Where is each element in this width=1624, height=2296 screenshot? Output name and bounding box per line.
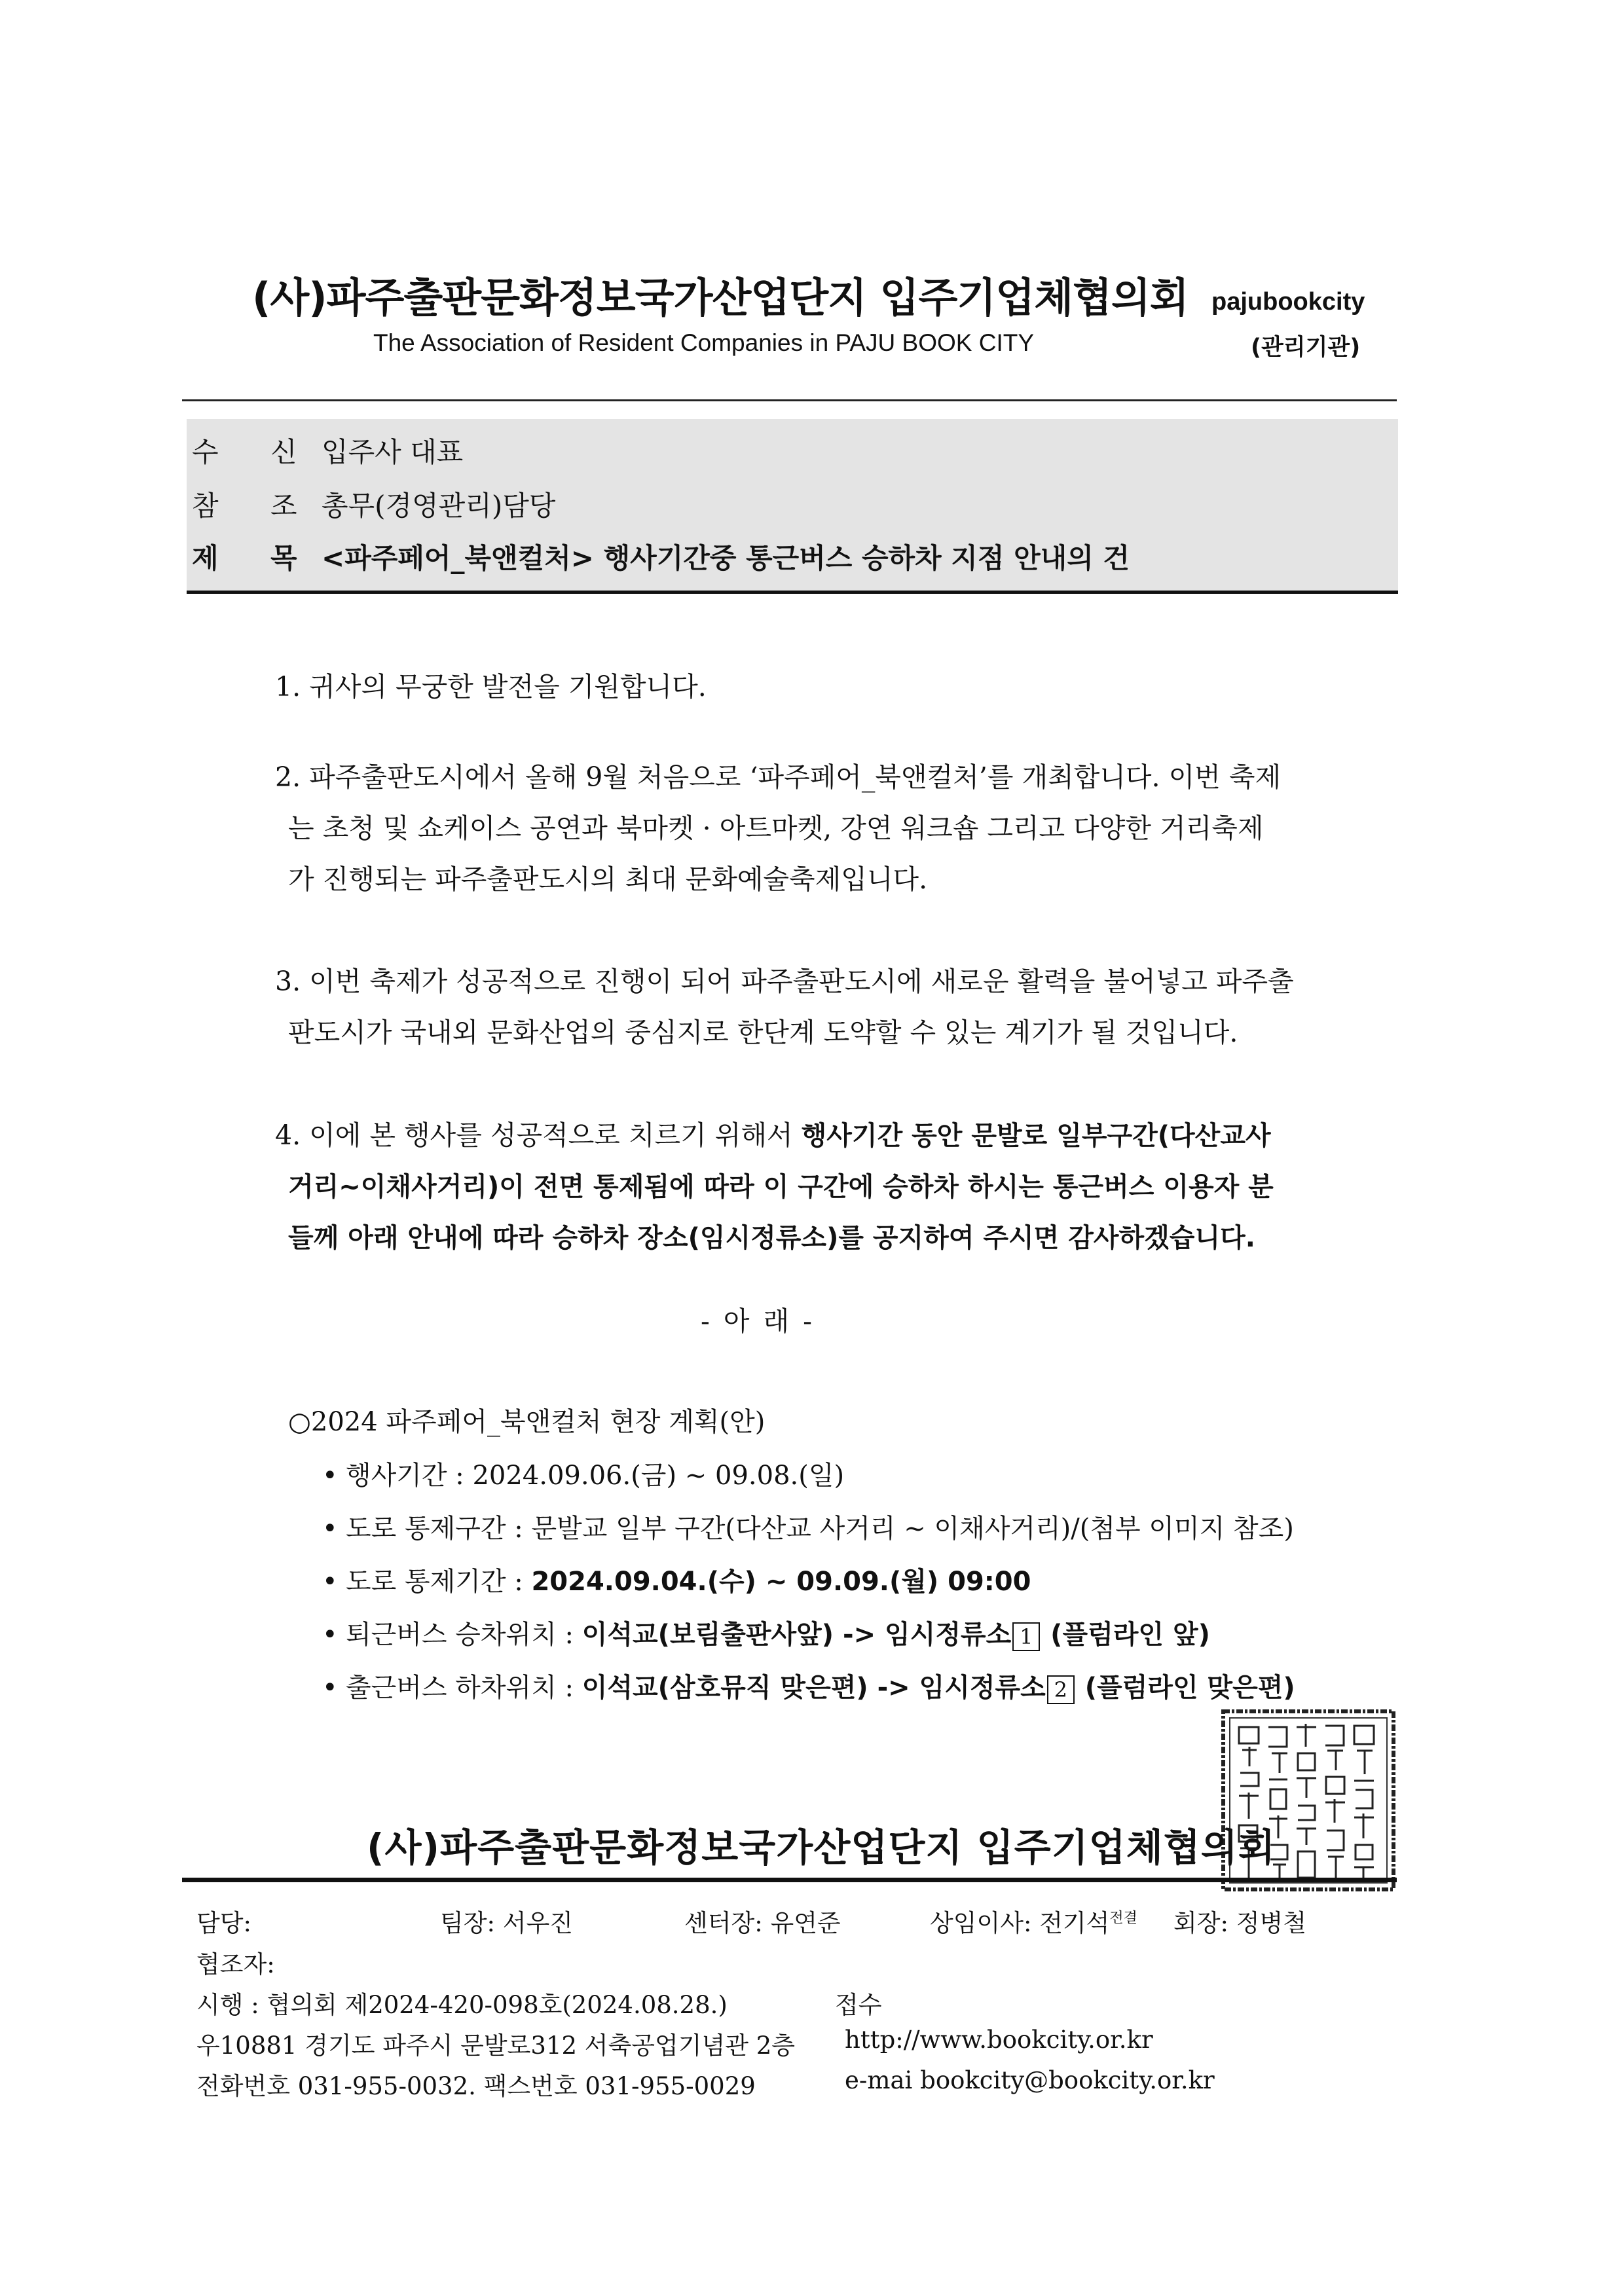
footer-team-leader: 팀장: 서우진: [440, 1909, 573, 1937]
recipient-to-key1: 수: [192, 436, 219, 468]
plan-title: ○2024 파주페어_북앤컬처 현장 계획(안): [288, 1407, 766, 1437]
recipient-ref-key2: 조: [270, 490, 297, 522]
recipient-subject-value: <파주페어_북앤컬처> 행사기간중 통근버스 승하차 지점 안내의 건: [322, 542, 1130, 574]
plan-item-period: [322, 1455, 844, 1492]
paragraph-4-line-3: [288, 1212, 1418, 1264]
plan-item-evening-bus: [322, 1614, 1210, 1651]
plan-item-evening-bus-value: 이석교(보림출판사앞) -> 임시정류소: [581, 1620, 1012, 1650]
footer-chairman: 회장: 정병철: [1173, 1909, 1306, 1937]
bottom-org-name: (사)파주출판문화정보국가산업단지 입주기업체협의회: [367, 1825, 1276, 1870]
plan-item-morning-bus-location: (플럼라인 맞은편): [1075, 1673, 1295, 1703]
paragraph-4-line-1-bold: 행사기간 동안 문발로 일부구간(다산교사: [801, 1121, 1271, 1151]
paragraph-2-line-1: 2. 파주출판도시에서 올해 9월 처음으로 ‘파주페어_북앤컬처’를 개최합니다. 이번 축제: [275, 761, 1282, 793]
bullet-icon: •: [322, 1673, 338, 1703]
paragraph-4-line-1: [275, 1110, 1418, 1161]
paragraph-3-line-1: 3. 이번 축제가 성공적으로 진행이 되어 파주출판도시에 새로운 활력을 불어넣고 파주출: [275, 966, 1294, 997]
paragraph-4-line-3-bold: 들께 아래 안내에 따라 승하차 장소(임시정류소)를 공지하여 주시면 감사하겠습니다.: [288, 1223, 1255, 1253]
footer-executive-director-mark: 전결: [1109, 1910, 1137, 1927]
footer-executive-director-name: 상임이사: 전기석: [930, 1909, 1110, 1937]
stop-number-box: 2: [1047, 1675, 1075, 1704]
footer-enforcement: 시행 : 협의회 제2024-420-098호(2024.08.28.): [196, 1991, 728, 2019]
paragraph-4-line-2-bold: 거리~이채사거리)이 전면 통제됨에 따라 이 구간에 승하차 하시는 통근버스 이용자 분: [288, 1172, 1274, 1202]
plan-item-evening-bus-label: 퇴근버스 승차위치 :: [346, 1620, 582, 1650]
brand-subtitle: (관리기관): [1251, 335, 1361, 361]
bullet-icon: •: [322, 1620, 338, 1650]
recipient-ref-value: 총무(경영관리)담당: [322, 490, 556, 522]
bullet-icon: •: [322, 1461, 338, 1491]
footer-center-director: 센터장: 유연준: [684, 1909, 841, 1937]
footer-divider: [182, 1878, 1397, 1882]
footer-website-link[interactable]: http://www.bookcity.or.kr: [845, 2026, 1153, 2054]
recipient-to-key2: 신: [270, 436, 297, 468]
org-name-ko: (사)파주출판문화정보국가산업단지 입주기업체협의회: [252, 274, 1189, 321]
plan-item-control-section: [322, 1508, 1294, 1545]
plan-item-morning-bus-label: 출근버스 하차위치 :: [346, 1673, 582, 1703]
plan-item-control-period: [322, 1561, 1031, 1598]
stop-number-box: 1: [1012, 1622, 1040, 1651]
plan-item-control-period-value: 2024.09.04.(수) ~ 09.09.(월) 09:00: [531, 1567, 1031, 1597]
footer-executive-director: [930, 1903, 1137, 1939]
recipient-subject-key2: 목: [270, 542, 297, 574]
recipient-to-value: 입주사 대표: [322, 436, 464, 468]
plan-item-morning-bus-value: 이석교(삼호뮤직 맞은편) -> 임시정류소: [581, 1673, 1046, 1703]
bullet-icon: •: [322, 1514, 338, 1544]
paragraph-3-line-2: 판도시가 국내외 문화산업의 중심지로 한단계 도약할 수 있는 계기가 될 것입니다.: [288, 1017, 1238, 1048]
bullet-icon: •: [322, 1567, 338, 1597]
paragraph-2-line-2: 는 초청 및 쇼케이스 공연과 북마켓 · 아트마켓, 강연 워크숍 그리고 다양한 거리축제: [288, 812, 1264, 844]
recipient-subject-key1: 제: [192, 542, 219, 574]
plan-item-evening-bus-location: (플럼라인 앞): [1041, 1620, 1210, 1650]
paragraph-2-line-3: 가 진행되는 파주출판도시의 최대 문화예술축제입니다.: [288, 864, 928, 895]
paragraph-4-line-1-plain: 4. 이에 본 행사를 성공적으로 치르기 위해서: [275, 1120, 802, 1151]
plan-item-control-period-label: 도로 통제기간 :: [346, 1567, 532, 1597]
footer-cooperator: 협조자:: [196, 1950, 275, 1978]
recipient-ref-key1: 참: [192, 490, 219, 522]
footer-phone-fax: 전화번호 031-955-0032. 팩스번호 031-955-0029: [196, 2072, 756, 2100]
plan-item-period-text: 행사기간 : 2024.09.06.(금) ~ 09.08.(일): [346, 1461, 845, 1491]
footer-in-charge: 담당:: [196, 1909, 251, 1937]
footer-address: 우10881 경기도 파주시 문발로312 서축공업기념관 2층: [196, 2032, 796, 2060]
plan-item-control-section-text: 도로 통제구간 : 문발교 일부 구간(다산교 사거리 ~ 이채사거리)/(첨부 이미지 참조): [346, 1514, 1294, 1544]
paragraph-1: 1. 귀사의 무궁한 발전을 기원합니다.: [275, 671, 707, 702]
recipient-block: [187, 419, 1398, 594]
brand-name: pajubookcity: [1211, 288, 1365, 316]
footer-email-link[interactable]: e-mai bookcity@bookcity.or.kr: [845, 2066, 1215, 2094]
below-heading: - 아 래 -: [701, 1305, 815, 1337]
plan-item-morning-bus: [322, 1667, 1295, 1704]
header-divider: [182, 399, 1397, 401]
org-name-en: The Association of Resident Companies in PAJU BOOK CITY: [373, 329, 1035, 356]
paragraph-4-line-2: [288, 1161, 1418, 1212]
footer-receipt: 접수: [835, 1991, 882, 2019]
